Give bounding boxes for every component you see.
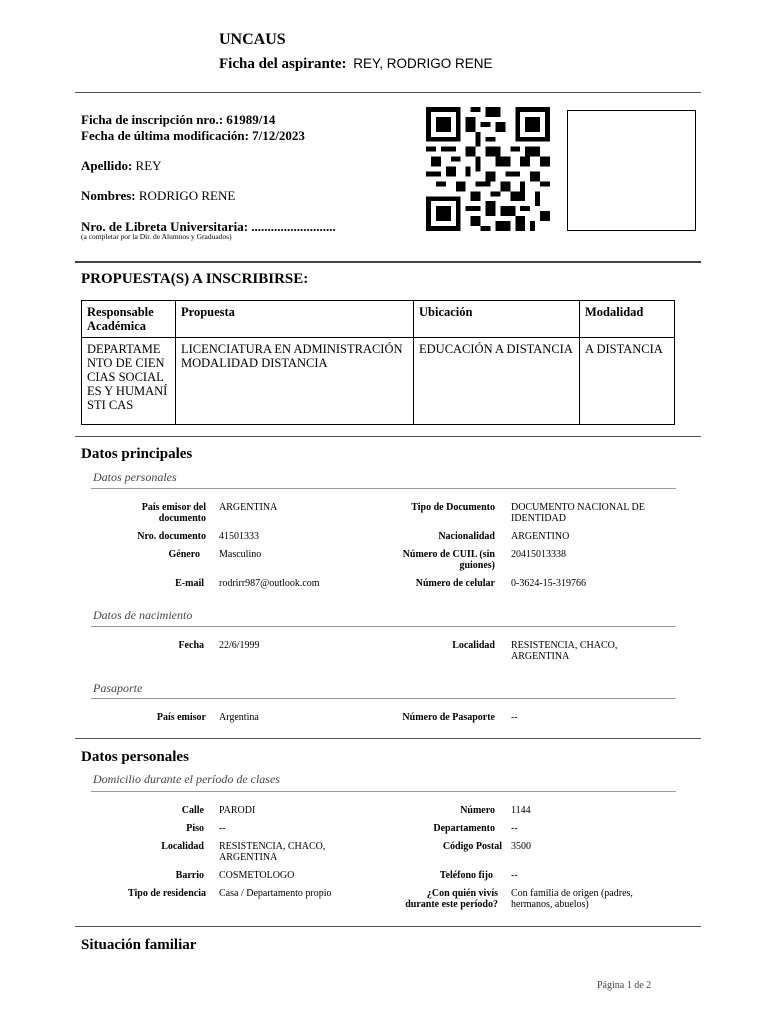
calle-label: Calle bbox=[181, 805, 204, 816]
nacionalidad-label: Nacionalidad bbox=[438, 531, 495, 542]
departamento-label: Departamento bbox=[433, 823, 495, 834]
fecha-modificacion: Fecha de última modificación: 7/12/2023 bbox=[81, 128, 305, 143]
localidad-value: RESISTENCIA, CHACO, ARGENTINA bbox=[219, 841, 326, 863]
calle-value: PARODI bbox=[219, 805, 256, 816]
localidad-label: Localidad bbox=[161, 841, 204, 852]
cuil-value: 20415013338 bbox=[511, 549, 566, 560]
pasaporte-pais-label: País emisor bbox=[156, 712, 206, 723]
telefono-value: -- bbox=[511, 870, 518, 881]
propuestas-title: PROPUESTA(S) A INSCRIBIRSE: bbox=[81, 271, 309, 287]
genero-value: Masculino bbox=[219, 549, 262, 560]
header-modalidad: Modalidad bbox=[580, 301, 675, 338]
subdivider bbox=[91, 488, 676, 489]
divider-propuestas bbox=[75, 261, 701, 263]
subdivider bbox=[91, 698, 676, 699]
domicilio-subtitle: Domicilio durante el período de clases bbox=[93, 772, 280, 786]
codigo-postal-label: Código Postal bbox=[442, 841, 502, 852]
aspirante-header bbox=[219, 56, 493, 73]
divider-situacion bbox=[75, 926, 701, 927]
header-ubicacion: Ubicación bbox=[414, 301, 580, 338]
apellido-row bbox=[81, 158, 162, 174]
email-value: rodrirr987@outlook.com bbox=[219, 578, 320, 589]
datos-principales-title: Datos principales bbox=[81, 446, 193, 462]
telefono-label: Teléfono fijo bbox=[439, 870, 493, 881]
nombres-value: RODRIGO RENE bbox=[138, 188, 236, 203]
aspirante-name: REY, RODRIGO RENE bbox=[353, 56, 493, 71]
barrio-label: Barrio bbox=[175, 870, 204, 881]
qr-code bbox=[424, 107, 552, 231]
pasaporte-numero-label: Número de Pasaporte bbox=[402, 712, 495, 723]
genero-label: Género bbox=[168, 549, 200, 560]
libreta-label: Nro. de Libreta Universitaria: .......................... bbox=[81, 219, 336, 234]
fecha-nac-label: Fecha bbox=[178, 640, 204, 651]
propuestas-table bbox=[81, 300, 675, 425]
cuil-label: Número de CUIL (sin guiones) bbox=[402, 549, 495, 571]
divider-datos-principales bbox=[75, 436, 701, 437]
photo-box bbox=[567, 110, 696, 231]
header-responsable: Responsable Académica bbox=[82, 301, 176, 338]
nacionalidad-value: ARGENTINO bbox=[511, 531, 570, 542]
codigo-postal-value: 3500 bbox=[511, 841, 531, 852]
pasaporte-subtitle: Pasaporte bbox=[93, 681, 143, 695]
cell-responsable: DEPARTAME NTO DE CIENCIAS SOCIALES Y HUMANÍSTI CAS bbox=[82, 338, 176, 425]
apellido-value: REY bbox=[135, 158, 162, 173]
ficha-label: Ficha del aspirante: bbox=[219, 56, 347, 72]
institution-title: UNCAUS bbox=[219, 31, 286, 48]
cell-modalidad: A DISTANCIA bbox=[580, 338, 675, 425]
email-label: E-mail bbox=[175, 578, 204, 589]
localidad-nac-value: RESISTENCIA, CHACO, ARGENTINA bbox=[511, 640, 618, 662]
table-row bbox=[82, 338, 675, 425]
libreta-note: (a completar por la Dir. de Alumnos y Graduados) bbox=[81, 232, 232, 241]
apellido-label: Apellido: bbox=[81, 158, 133, 173]
nro-doc-value: 41501333 bbox=[219, 531, 259, 542]
tipo-residencia-value: Casa / Departamento propio bbox=[219, 888, 332, 899]
pasaporte-pais-value: Argentina bbox=[219, 712, 259, 723]
tipo-doc-value: DOCUMENTO NACIONAL DE IDENTIDAD bbox=[511, 502, 645, 524]
fecha-nac-value: 22/6/1999 bbox=[219, 640, 260, 651]
celular-label: Número de celular bbox=[415, 578, 495, 589]
con-quien-value: Con familia de origen (padres, hermanos, abuelos) bbox=[511, 888, 633, 910]
divider-datos-personales bbox=[75, 738, 701, 739]
subdivider bbox=[91, 791, 676, 792]
datos-nacimiento-subtitle: Datos de nacimiento bbox=[93, 608, 193, 622]
cell-propuesta: LICENCIATURA EN ADMINISTRACIÓN MODALIDAD DISTANCIA bbox=[176, 338, 414, 425]
propuestas-header-row bbox=[82, 301, 675, 338]
datos-personales-subtitle: Datos personales bbox=[93, 470, 177, 484]
nombres-label: Nombres: bbox=[81, 188, 136, 203]
pais-emisor-value: ARGENTINA bbox=[219, 502, 278, 513]
ficha-numero: Ficha de inscripción nro.: 61989/14 bbox=[81, 112, 276, 127]
pasaporte-numero-value: -- bbox=[511, 712, 518, 723]
barrio-value: COSMETOLOGO bbox=[219, 870, 295, 881]
tipo-residencia-label: Tipo de residencia bbox=[128, 888, 206, 899]
tipo-doc-label: Tipo de Documento bbox=[411, 502, 495, 513]
localidad-nac-label: Localidad bbox=[452, 640, 495, 651]
header-propuesta: Propuesta bbox=[176, 301, 414, 338]
cell-ubicacion: EDUCACIÓN A DISTANCIA bbox=[414, 338, 580, 425]
departamento-value: -- bbox=[511, 823, 518, 834]
con-quien-label: ¿Con quién vivís durante este período? bbox=[405, 888, 498, 910]
celular-value: 0-3624-15-319766 bbox=[511, 578, 586, 589]
piso-label: Piso bbox=[186, 823, 204, 834]
numero-label: Número bbox=[460, 805, 495, 816]
subdivider bbox=[91, 626, 676, 627]
pais-emisor-label: País emisor del documento bbox=[141, 502, 206, 524]
nombres-row bbox=[81, 188, 235, 204]
header-divider bbox=[75, 92, 701, 93]
numero-value: 1144 bbox=[511, 805, 531, 816]
page-number: Página 1 de 2 bbox=[597, 980, 652, 991]
situacion-familiar-title: Situación familiar bbox=[81, 937, 197, 953]
nro-doc-label: Nro. documento bbox=[137, 531, 206, 542]
datos-personales-title: Datos personales bbox=[81, 749, 189, 765]
piso-value: -- bbox=[219, 823, 226, 834]
